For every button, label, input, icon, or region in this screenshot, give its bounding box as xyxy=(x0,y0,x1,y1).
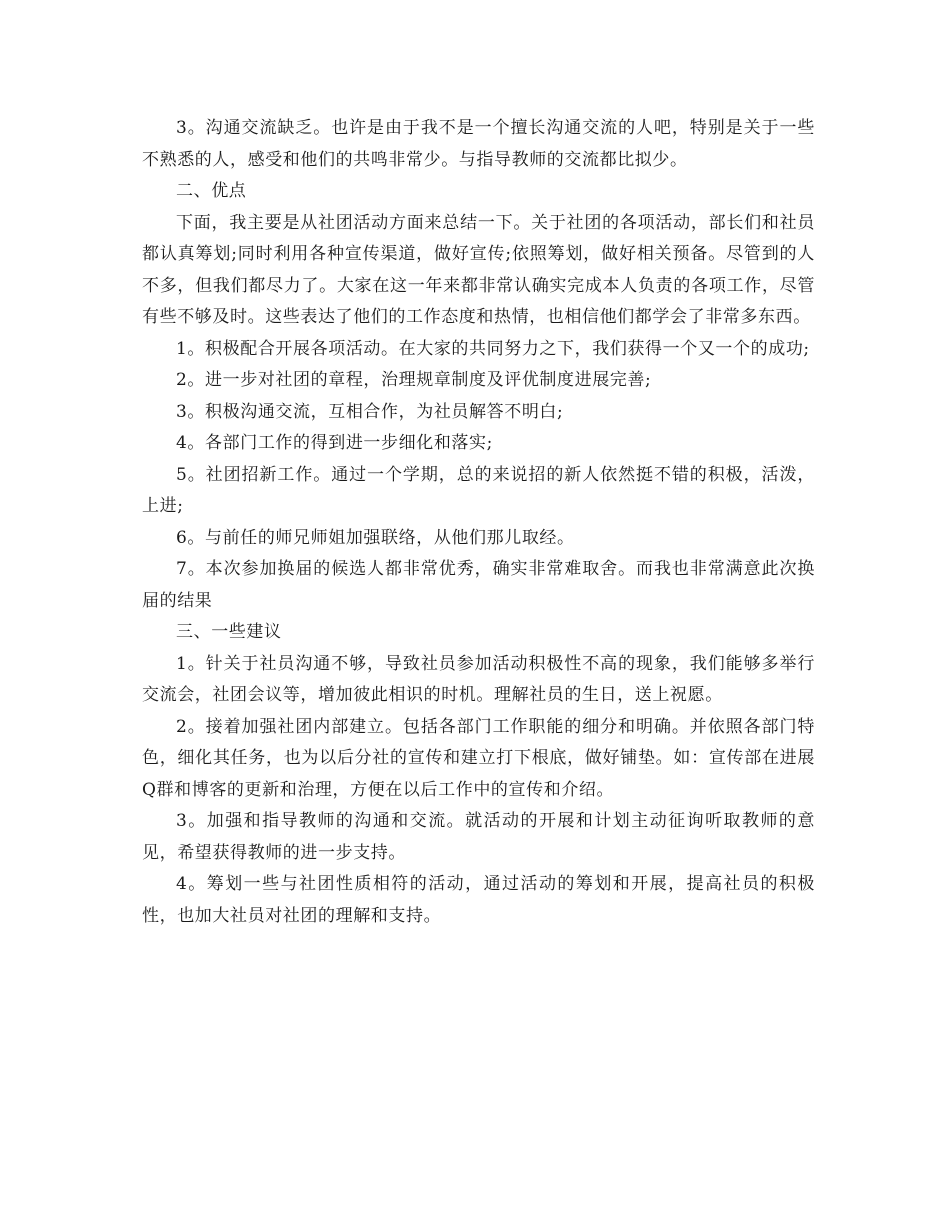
list-item-suggestion-3: 3。加强和指导教师的沟通和交流。就活动的开展和计划主动征询听取教师的意见，希望获得教师的进一步支持。 xyxy=(142,811,815,863)
list-item-strength-5: 5。社团招新工作。通过一个学期，总的来说招的新人依然挺不错的积极，活泼，上进; xyxy=(142,464,815,516)
list-item-suggestion-4: 4。筹划一些与社团性质相符的活动，通过活动的筹划和开展，提高社员的积极性，也加大社员对社团的理解和支持。 xyxy=(142,874,815,926)
list-item-suggestion-1: 1。针关于社员沟通不够，导致社员参加活动积极性不高的现象，我们能够多举行交流会，社团会议等，增加彼此相识的时机。理解社员的生日，送上祝愿。 xyxy=(142,653,815,705)
list-item-strength-6: 6。与前任的师兄师姐加强联络，从他们那儿取经。 xyxy=(176,527,575,548)
list-item-strength-1: 1。积极配合开展各项活动。在大家的共同努力之下，我们获得一个又一个的成功; xyxy=(176,338,810,359)
list-item-strength-3: 3。积极沟通交流，互相合作，为社员解答不明白; xyxy=(176,401,564,422)
section-heading-suggestions: 三、一些建议 xyxy=(176,622,282,642)
list-item-strength-7: 7。本次参加换届的候选人都非常优秀，确实非常难取舍。而我也非常满意此次换届的结果 xyxy=(142,559,815,611)
list-item-strength-2: 2。进一步对社团的章程，治理规章制度及评优制度进展完善; xyxy=(176,370,652,390)
paragraph-communication-lack: 3。沟通交流缺乏。也许是由于我不是一个擅长沟通交流的人吧，特别是关于一些不熟悉的人，感受和他们的共鸣非常少。与指导教师的交流都比拟少。 xyxy=(142,118,815,170)
document-body xyxy=(142,113,815,932)
paragraph-strengths-summary: 下面，我主要是从社团活动方面来总结一下。关于社团的各项活动，部长们和社员都认真筹划;同时利用各种宣传渠道，做好宣传;依照筹划，做好相关预备。尽管到的人不多，但我们都尽力了。大家在这一年来都非常认确实完成本人负责的各项工作，尽管有些不够及时。这些表达了他们的工作态度和热情，也相信他们都学会了非常多东西。 xyxy=(142,212,815,327)
list-item-suggestion-2: 2。接着加强社团内部建立。包括各部门工作职能的细分和明确。并依照各部门特色，细化其任务，也为以后分社的宣传和建立打下根底，做好铺垫。如：宣传部在进展Q群和博客的更新和治理，方便在以后工作中的宣传和介绍。 xyxy=(142,716,815,800)
section-heading-strengths: 二、优点 xyxy=(176,181,247,201)
list-item-strength-4: 4。各部门工作的得到进一步细化和落实; xyxy=(176,433,493,453)
